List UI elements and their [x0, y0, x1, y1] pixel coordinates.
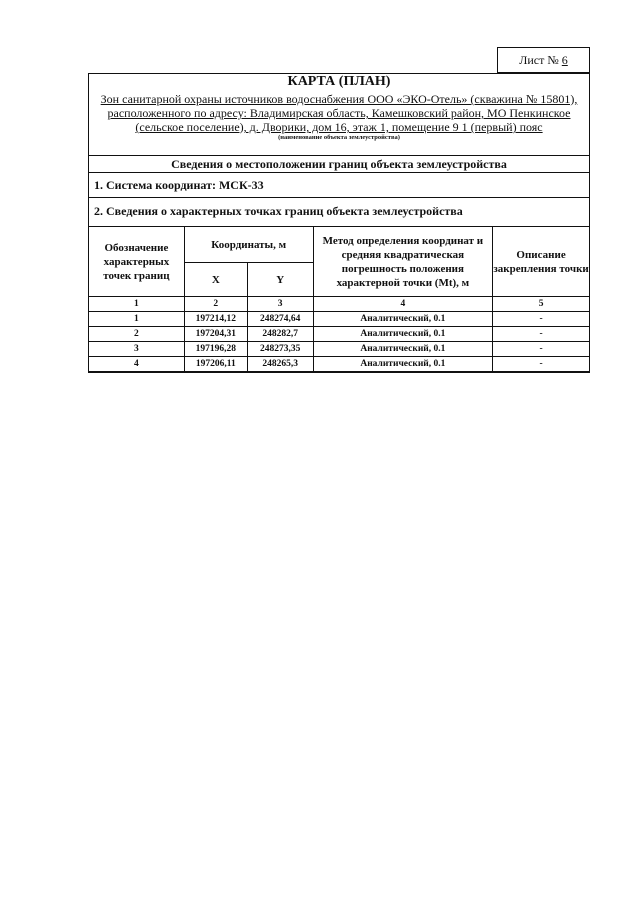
point-id: 2	[89, 327, 185, 342]
col-desc-header: Описание закрепления точки	[493, 227, 590, 297]
col-point-header: Обозначение характерных точек границ	[89, 227, 185, 297]
divider	[88, 155, 590, 156]
coord-x: 197204,31	[184, 327, 247, 342]
column-number-row	[89, 297, 590, 312]
point-id: 1	[89, 312, 185, 327]
title-block	[88, 73, 590, 142]
divider	[88, 172, 590, 173]
fixation-desc: -	[493, 357, 590, 372]
col-method-header: Метод определения координат и средняя квадратическая погрешность положения характерной точки (Mt), м	[313, 227, 493, 297]
method: Аналитический, 0.1	[313, 342, 493, 357]
points-table	[88, 226, 590, 372]
point-id: 3	[89, 342, 185, 357]
sheet-number-box	[497, 47, 590, 73]
col-y-header: Y	[247, 263, 313, 297]
method: Аналитический, 0.1	[313, 357, 493, 372]
coord-x: 197206,11	[184, 357, 247, 372]
coord-x: 197214,12	[184, 312, 247, 327]
col-x-header: X	[184, 263, 247, 297]
fixation-desc: -	[493, 312, 590, 327]
column-number: 5	[493, 297, 590, 312]
fixation-desc: -	[493, 342, 590, 357]
object-caption: (наименование объекта землеустройства)	[278, 134, 400, 141]
point-id: 4	[89, 357, 185, 372]
column-number: 2	[184, 297, 247, 312]
coord-x: 197196,28	[184, 342, 247, 357]
sheet-label: Лист №	[519, 53, 559, 67]
coord-y: 248274,64	[247, 312, 313, 327]
table-row	[89, 327, 590, 342]
method: Аналитический, 0.1	[313, 312, 493, 327]
coord-y: 248265,3	[247, 357, 313, 372]
object-description: Зон санитарной охраны источников водоснабжения ООО «ЭКО-Отель» (скважина № 15801), расположенного по адресу: Владимирская область, Камешковский район, МО Пенкинское (сельское поселение), д. Дворики, дом 16, этаж 1, помещение 9 1 (первый) пояс	[100, 92, 578, 134]
coord-y: 248282,7	[247, 327, 313, 342]
sheet-number: 6	[561, 53, 568, 67]
table-row	[89, 342, 590, 357]
table-row	[89, 312, 590, 327]
section-main-title: Сведения о местоположении границ объекта землеустройства	[171, 157, 507, 171]
table-row	[89, 357, 590, 372]
column-number: 4	[313, 297, 493, 312]
coordinate-system: 1. Система координат: МСК-33	[94, 178, 264, 192]
coord-y: 248273,35	[247, 342, 313, 357]
method: Аналитический, 0.1	[313, 327, 493, 342]
column-number: 3	[247, 297, 313, 312]
col-coords-header: Координаты, м	[184, 227, 313, 263]
fixation-desc: -	[493, 327, 590, 342]
column-number: 1	[89, 297, 185, 312]
divider	[88, 197, 590, 198]
map-title: КАРТА (ПЛАН)	[287, 74, 391, 89]
points-section-title: 2. Сведения о характерных точках границ объекта землеустройства	[94, 204, 463, 218]
